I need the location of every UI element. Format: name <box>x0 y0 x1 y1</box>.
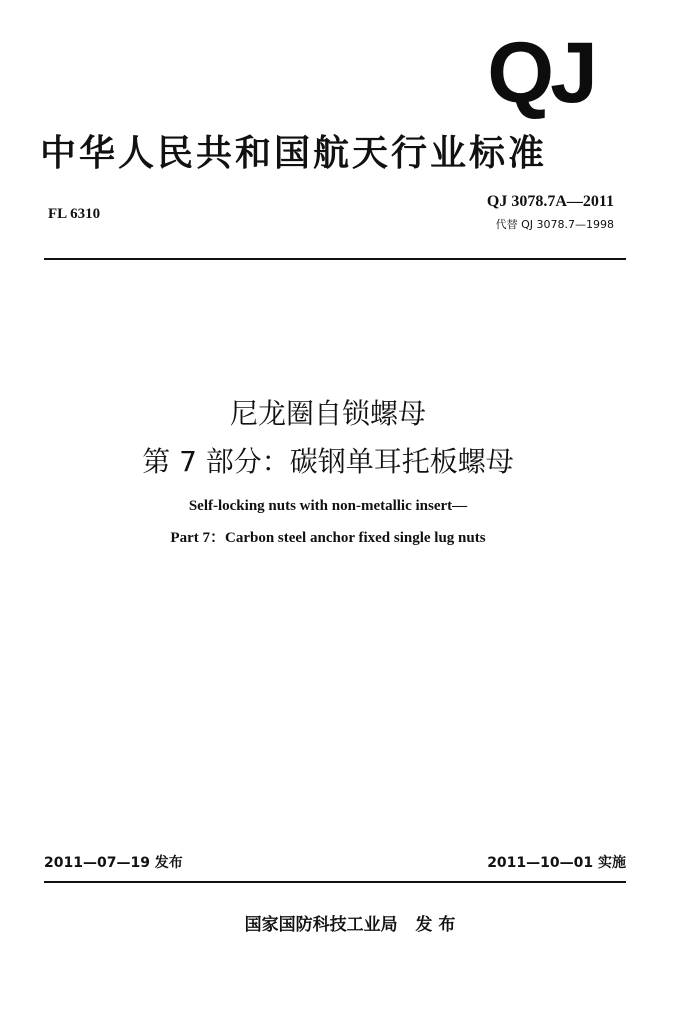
classification-code: FL 6310 <box>48 206 101 222</box>
implementation-date: 2011—10—01 实施 <box>487 855 626 871</box>
qj-logo: QJ <box>487 25 594 121</box>
publisher: 国家国防科技工业局 发 布 <box>244 915 456 935</box>
standard-number: QJ 3078.7A—2011 <box>486 193 614 210</box>
issue-date: 2011—07—19 发布 <box>44 855 183 871</box>
title-en-line1: Self-locking nuts with non-metallic insert— <box>188 498 468 514</box>
title-cn-line2: 第 7 部分：碳钢单耳托板螺母 <box>142 445 514 478</box>
org-title: 中华人民共和国航天行业标准 <box>40 133 548 174</box>
title-cn-line1: 尼龙圈自锁螺母 <box>229 397 426 430</box>
supersedes-note: 代替 QJ 3078.7—1998 <box>495 218 614 231</box>
title-en-line2: Part 7：Carbon steel anchor fixed single lug nuts <box>170 530 486 546</box>
footer-divider <box>44 881 626 883</box>
header-divider <box>44 258 626 260</box>
